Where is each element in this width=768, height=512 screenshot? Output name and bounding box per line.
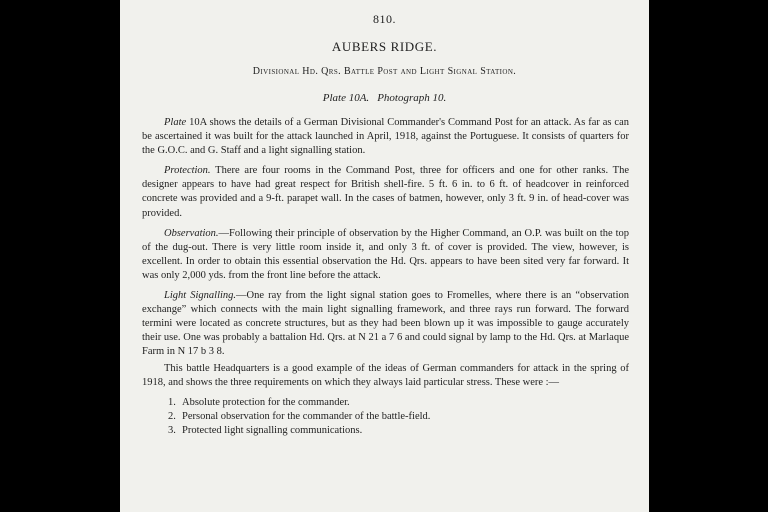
list-item <box>168 410 629 424</box>
paragraph-observation <box>142 227 629 283</box>
list-text: Personal observation for the commander of the battle-field. <box>182 410 431 422</box>
body-text <box>142 116 629 438</box>
plate-reference <box>120 92 649 104</box>
list-item <box>168 424 629 438</box>
paragraph-text: 10A shows the details of a German Divisional Commander's Command Post for an attack. As far as can be ascertained it was built for the attack launched in April, 1918, against the Portuguese. It consists of quarters for the G.O.C. and G. Staff and a light signalling station. <box>142 117 629 157</box>
paragraph-text: —Following their principle of observation by the Higher Command, an O.P. was built on the top of the dug-out. There is very little room inside it, and only 3 ft. of cover is provided. The view, however, is excellent. In order to obtain this essential observation the Hd. Qrs. appears to have been sited very far forward. It was only 2,000 yds. from the front line before the attack. <box>142 227 629 281</box>
paragraph-text: This battle Headquarters is a good example of the ideas of German commanders for attack in the spring of 1918, and shows the three requirements on which they always laid particular stress. These were :— <box>142 362 629 388</box>
list-number: 2. <box>168 410 176 422</box>
paragraph-lead: Protection. <box>164 165 211 177</box>
paragraph-text: There are four rooms in the Command Post, three for officers and one for other ranks. The designer appears to have had great respect for British shell-fire. 5 ft. 6 in. to 6 ft. of headcover in reinforced concrete was provided and a 9-ft. parapet wall. In the cases of batmen, however, only 3 ft. 9 in. of head-cover was provided. <box>142 165 629 219</box>
paragraph-light-signalling <box>142 289 629 359</box>
list-number: 3. <box>168 424 176 436</box>
paragraph-summary <box>142 362 629 390</box>
paragraph-lead: Light Signalling. <box>164 290 237 302</box>
page-title: AUBERS RIDGE. <box>331 39 438 54</box>
photograph-label: Photograph 10. <box>377 92 447 104</box>
paragraph-lead: Observation. <box>164 227 219 239</box>
book-page <box>120 0 649 512</box>
list-text: Protected light signalling communications. <box>182 424 363 436</box>
requirements-list <box>142 396 629 438</box>
page-subtitle: Divisional Hd. Qrs. Battle Post and Light Signal Station. <box>252 66 517 77</box>
paragraph-lead: Plate <box>164 117 187 128</box>
paragraph-text: —One ray from the light signal station goes to Fromelles, where there is an “observation exchange” which connects with the main light signalling framework, and three rays run forward. The forward termini were located as concrete structures, but as they had been blown up it was impossible to gauge accurately their use. One was probably a battalion Hd. Qrs. at N 21 a 7 6 and could signal by lamp to the Hd. Qrs. at Marlaque Farm in N 17 b 3 8. <box>142 290 630 358</box>
paragraph-plate <box>142 116 629 158</box>
list-number: 1. <box>168 396 176 408</box>
page-number: 810. <box>373 12 396 26</box>
plate-label: Plate 10A. <box>322 92 370 104</box>
paragraph-protection <box>142 164 629 220</box>
list-item <box>168 396 629 410</box>
list-text: Absolute protection for the commander. <box>182 396 350 408</box>
